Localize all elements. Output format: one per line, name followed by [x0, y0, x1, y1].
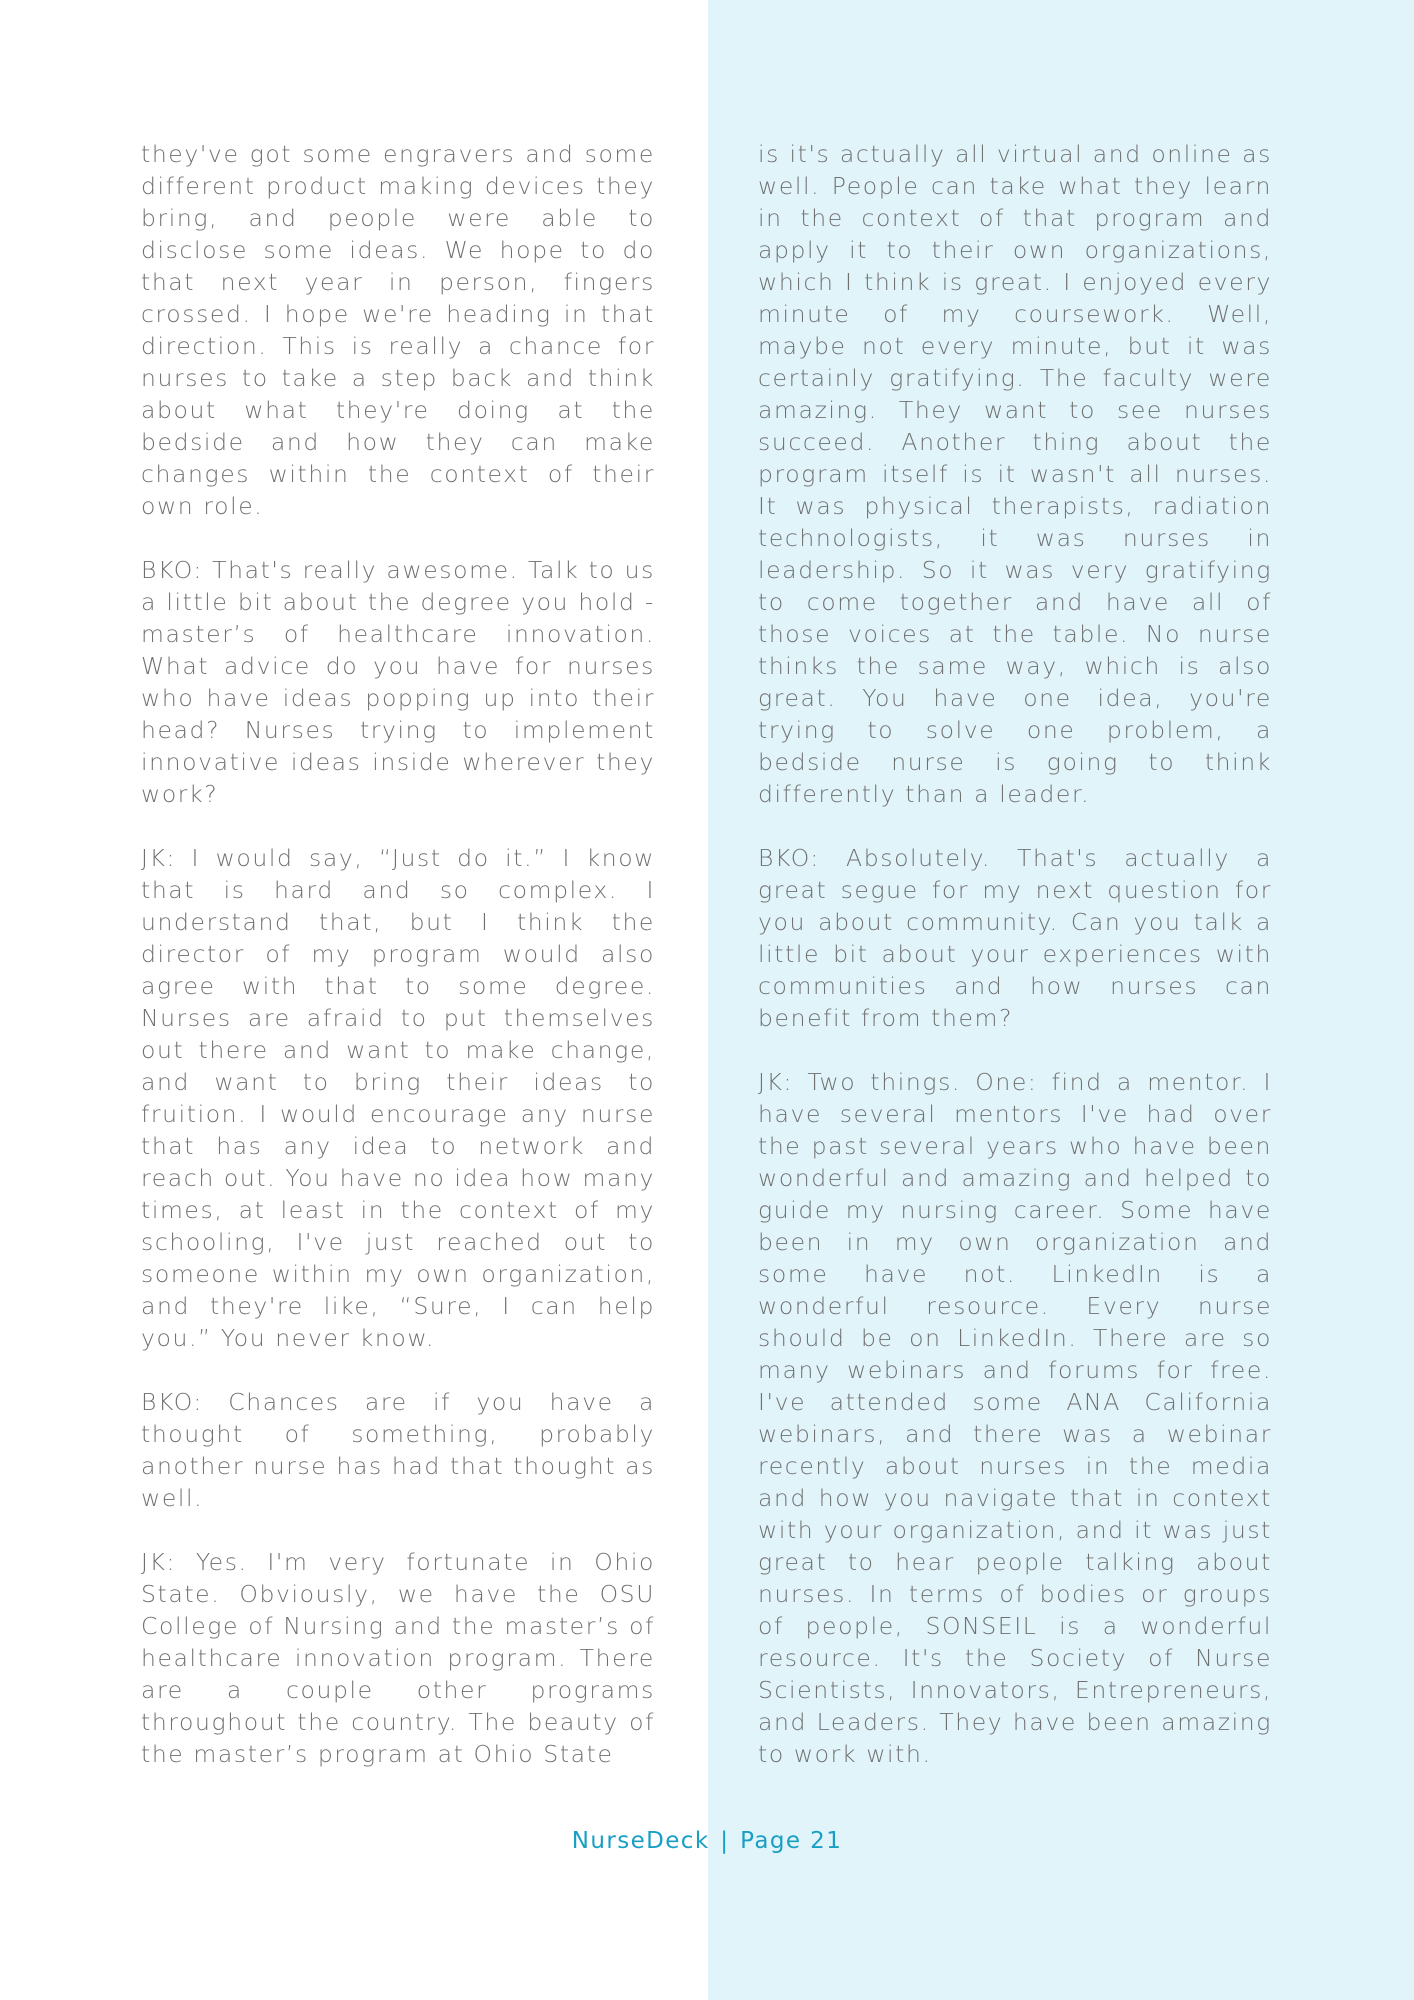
- paragraph: is it's actually all virtual and online as well. People can take what they learn in the context of that program and apply it to their own organizations, which I think is great. I enjoyed every minute of my coursework. Well, maybe not every minute, but it was certainly gratifying. The faculty were amazing. They want to see nurses succeed. Another thing about the program itself is it wasn't all nurses. It was physical therapists, radiation technologists, it was nurses in leadership. So it was very gratifying to come together and have all of those voices at the table. No nurse thinks the same way, which is also great. You have one idea, you're trying to solve one problem, a bedside nurse is going to think differently than a leader.: [758, 140, 1272, 808]
- paragraph: they've got some engravers and some different product making devices they bring, and people were able to disclose some ideas. We hope to do that next year in person, fingers crossed. I hope we're heading in that direction. This is really a chance for nurses to take a step back and think about what they're doing at the bedside and how they can make changes within the context of their own role.: [141, 140, 655, 520]
- paragraph: JK: Yes. I'm very fortunate in Ohio State. Obviously, we have the OSU College of Nursing and the master’s of healthcare innovation program. There are a couple other programs throughout the country. The beauty of the master’s program at Ohio State: [141, 1548, 655, 1768]
- right-text-column: [758, 138, 1272, 1770]
- left-text-column: [141, 138, 655, 1770]
- paragraph: JK: Two things. One: find a mentor. I have several mentors I've had over the past several years who have been wonderful and amazing and helped to guide my nursing career. Some have been in my own organization and some have not. LinkedIn is a wonderful resource. Every nurse should be on LinkedIn. There are so many webinars and forums for free. I've attended some ANA California webinars, and there was a webinar recently about nurses in the media and how you navigate that in context with your organization, and it was just great to hear people talking about nurses. In terms of bodies or groups of people, SONSEIL is a wonderful resource. It's the Society of Nurse Scientists, Innovators, Entrepreneurs, and Leaders. They have been amazing to work with.: [758, 1068, 1272, 1768]
- page-number: Page 21: [740, 1828, 843, 1854]
- paragraph: BKO: That's really awesome. Talk to us a little bit about the degree you hold - master’s of healthcare innovation. What advice do you have for nurses who have ideas popping up into their head? Nurses trying to implement innovative ideas inside wherever they work?: [141, 556, 655, 808]
- publication-name: NurseDeck: [571, 1828, 710, 1854]
- footer-separator: |: [720, 1828, 730, 1854]
- page-footer: [0, 1826, 1414, 1856]
- paragraph: BKO: Chances are if you have a thought of something, probably another nurse has had that thought as well.: [141, 1388, 655, 1512]
- paragraph: BKO: Absolutely. That's actually a great segue for my next question for you about community. Can you talk a little bit about your experiences with communities and how nurses can benefit from them?: [758, 844, 1272, 1032]
- paragraph: JK: I would say, “Just do it.” I know that is hard and so complex. I understand that, but I think the director of my program would also agree with that to some degree. Nurses are afraid to put themselves out there and want to make change, and want to bring their ideas to fruition. I would encourage any nurse that has any idea to network and reach out. You have no idea how many times, at least in the context of my schooling, I've just reached out to someone within my own organization, and they're like, “Sure, I can help you.” You never know.: [141, 844, 655, 1352]
